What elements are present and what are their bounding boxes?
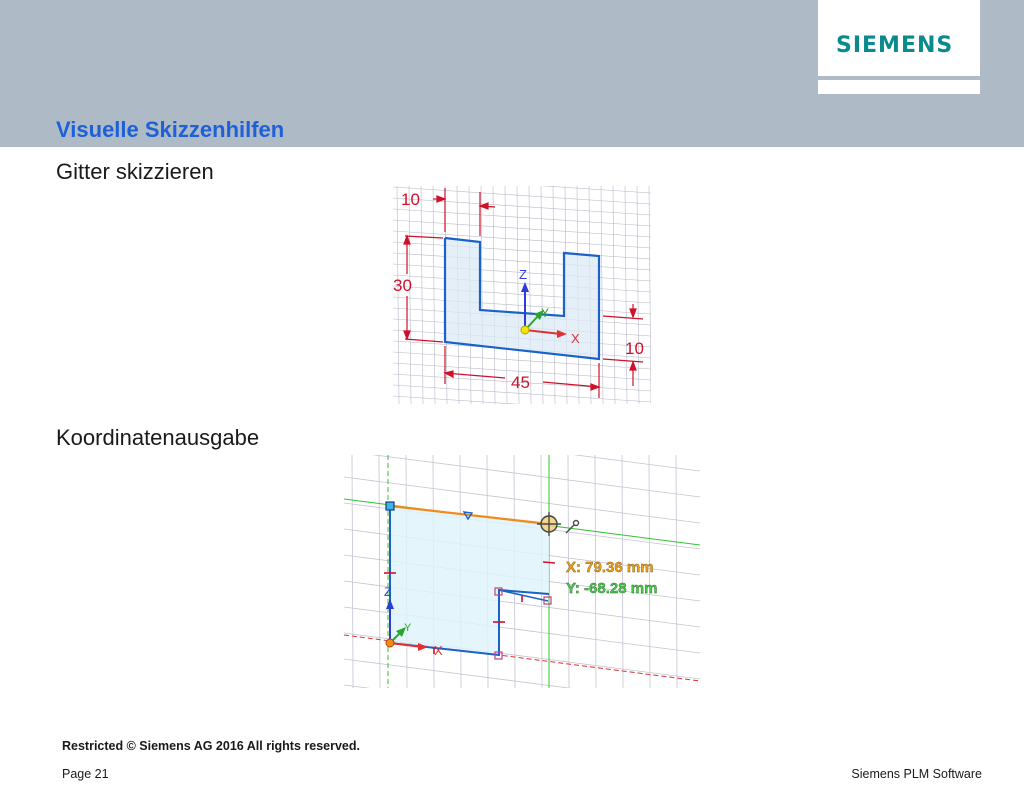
coordinate-readout-figure (344, 455, 700, 688)
grid-sketch-figure (393, 186, 651, 404)
footer-company: Siemens PLM Software (851, 767, 982, 781)
y-coordinate-readout: Y: -68.28 mm (566, 580, 658, 597)
axis-label-x: X (434, 643, 443, 658)
dim-label-bottom: 45 (511, 373, 530, 392)
dim-label-left: 30 (393, 276, 412, 295)
dim-label-right: 10 (625, 339, 644, 358)
logo-strip (818, 80, 980, 94)
logo-text: SIEMENS (836, 33, 954, 58)
axis-label-z: Z (384, 585, 392, 599)
axis-label-y: Y (541, 306, 550, 320)
section-heading-coordinates: Koordinatenausgabe (56, 425, 260, 450)
x-coordinate-readout: X: 79.36 mm (566, 559, 654, 576)
axis-label-x: X (571, 331, 580, 346)
axis-label-z: Z (519, 267, 527, 282)
footer-page-number: Page 21 (62, 767, 109, 781)
start-vertex (386, 502, 394, 510)
footer-copyright: Restricted © Siemens AG 2016 All rights reserved. (62, 739, 360, 753)
slide-title: Visuelle Skizzenhilfen (56, 117, 285, 142)
axis-label-y: Y (404, 622, 412, 634)
section-heading-grid: Gitter skizzieren (56, 159, 214, 184)
dim-label-top: 10 (401, 190, 420, 209)
